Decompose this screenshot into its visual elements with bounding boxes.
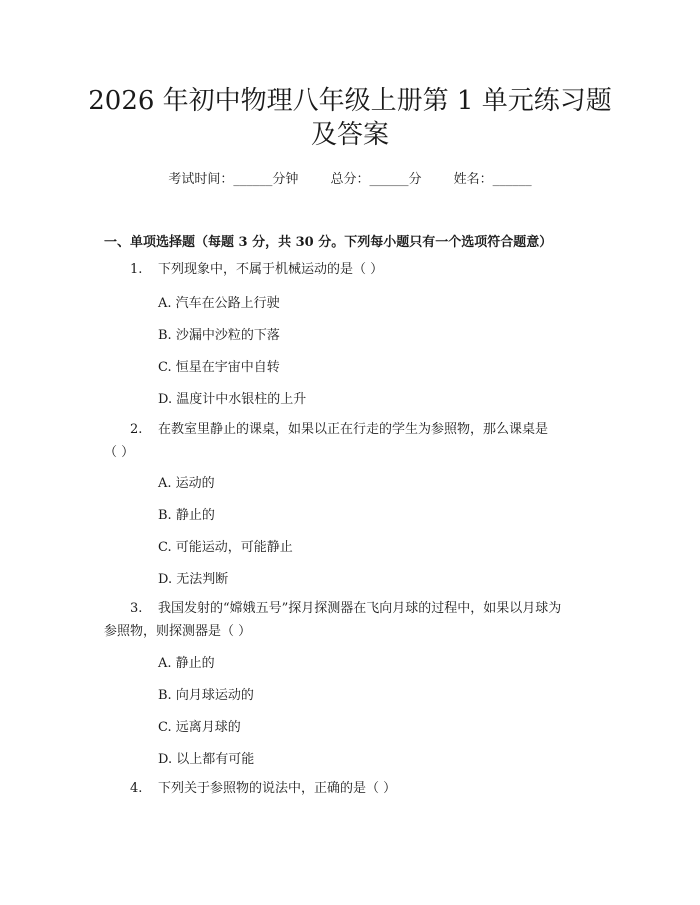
question-text-continued: （ ） <box>104 445 135 460</box>
option-a: A. 汽车在公路上行驶 <box>158 296 280 311</box>
name-field: 姓名：______ <box>453 172 532 187</box>
document-title-line-2: 及答案 <box>310 120 389 150</box>
option-c: C. 可能运动，可能静止 <box>158 540 293 555</box>
option-b: B. 向月球运动的 <box>158 688 254 703</box>
option-d: D. 温度计中水银柱的上升 <box>158 392 307 407</box>
question-text: 下列关于参照物的说法中，正确的是（ ） <box>158 781 397 796</box>
exam-time-field: 考试时间：______分钟 <box>168 172 299 187</box>
question-number: 4. <box>130 781 143 796</box>
document-title-line-1: 2026 年初中物理八年级上册第 1 单元练习题 <box>88 86 612 116</box>
exam-info-line <box>0 168 700 187</box>
option-a: A. 运动的 <box>158 476 215 491</box>
option-c: C. 恒星在宇宙中自转 <box>158 360 280 375</box>
question-number: 3. <box>130 601 143 616</box>
question-number: 2. <box>130 422 143 437</box>
question-number: 1. <box>130 262 143 277</box>
section-heading: 一、单项选择题（每题 3 分，共 30 分。下列每小题只有一个选项符合题意） <box>104 235 553 250</box>
option-d: D. 以上都有可能 <box>158 752 255 767</box>
question-text-continued: 参照物，则探测器是（ ） <box>104 624 252 639</box>
option-b: B. 静止的 <box>158 508 215 523</box>
question-text: 下列现象中，不属于机械运动的是（ ） <box>158 262 384 277</box>
question-text: 我国发射的“嫦娥五号”探月探测器在飞向月球的过程中，如果以月球为 <box>158 601 562 616</box>
option-c: C. 远离月球的 <box>158 720 241 735</box>
option-d: D. 无法判断 <box>158 572 229 587</box>
option-a: A. 静止的 <box>158 656 215 671</box>
question-text: 在教室里静止的课桌，如果以正在行走的学生为参照物，那么课桌是 <box>158 422 549 437</box>
option-b: B. 沙漏中沙粒的下落 <box>158 328 280 343</box>
total-score-field: 总分：______分 <box>330 172 422 187</box>
